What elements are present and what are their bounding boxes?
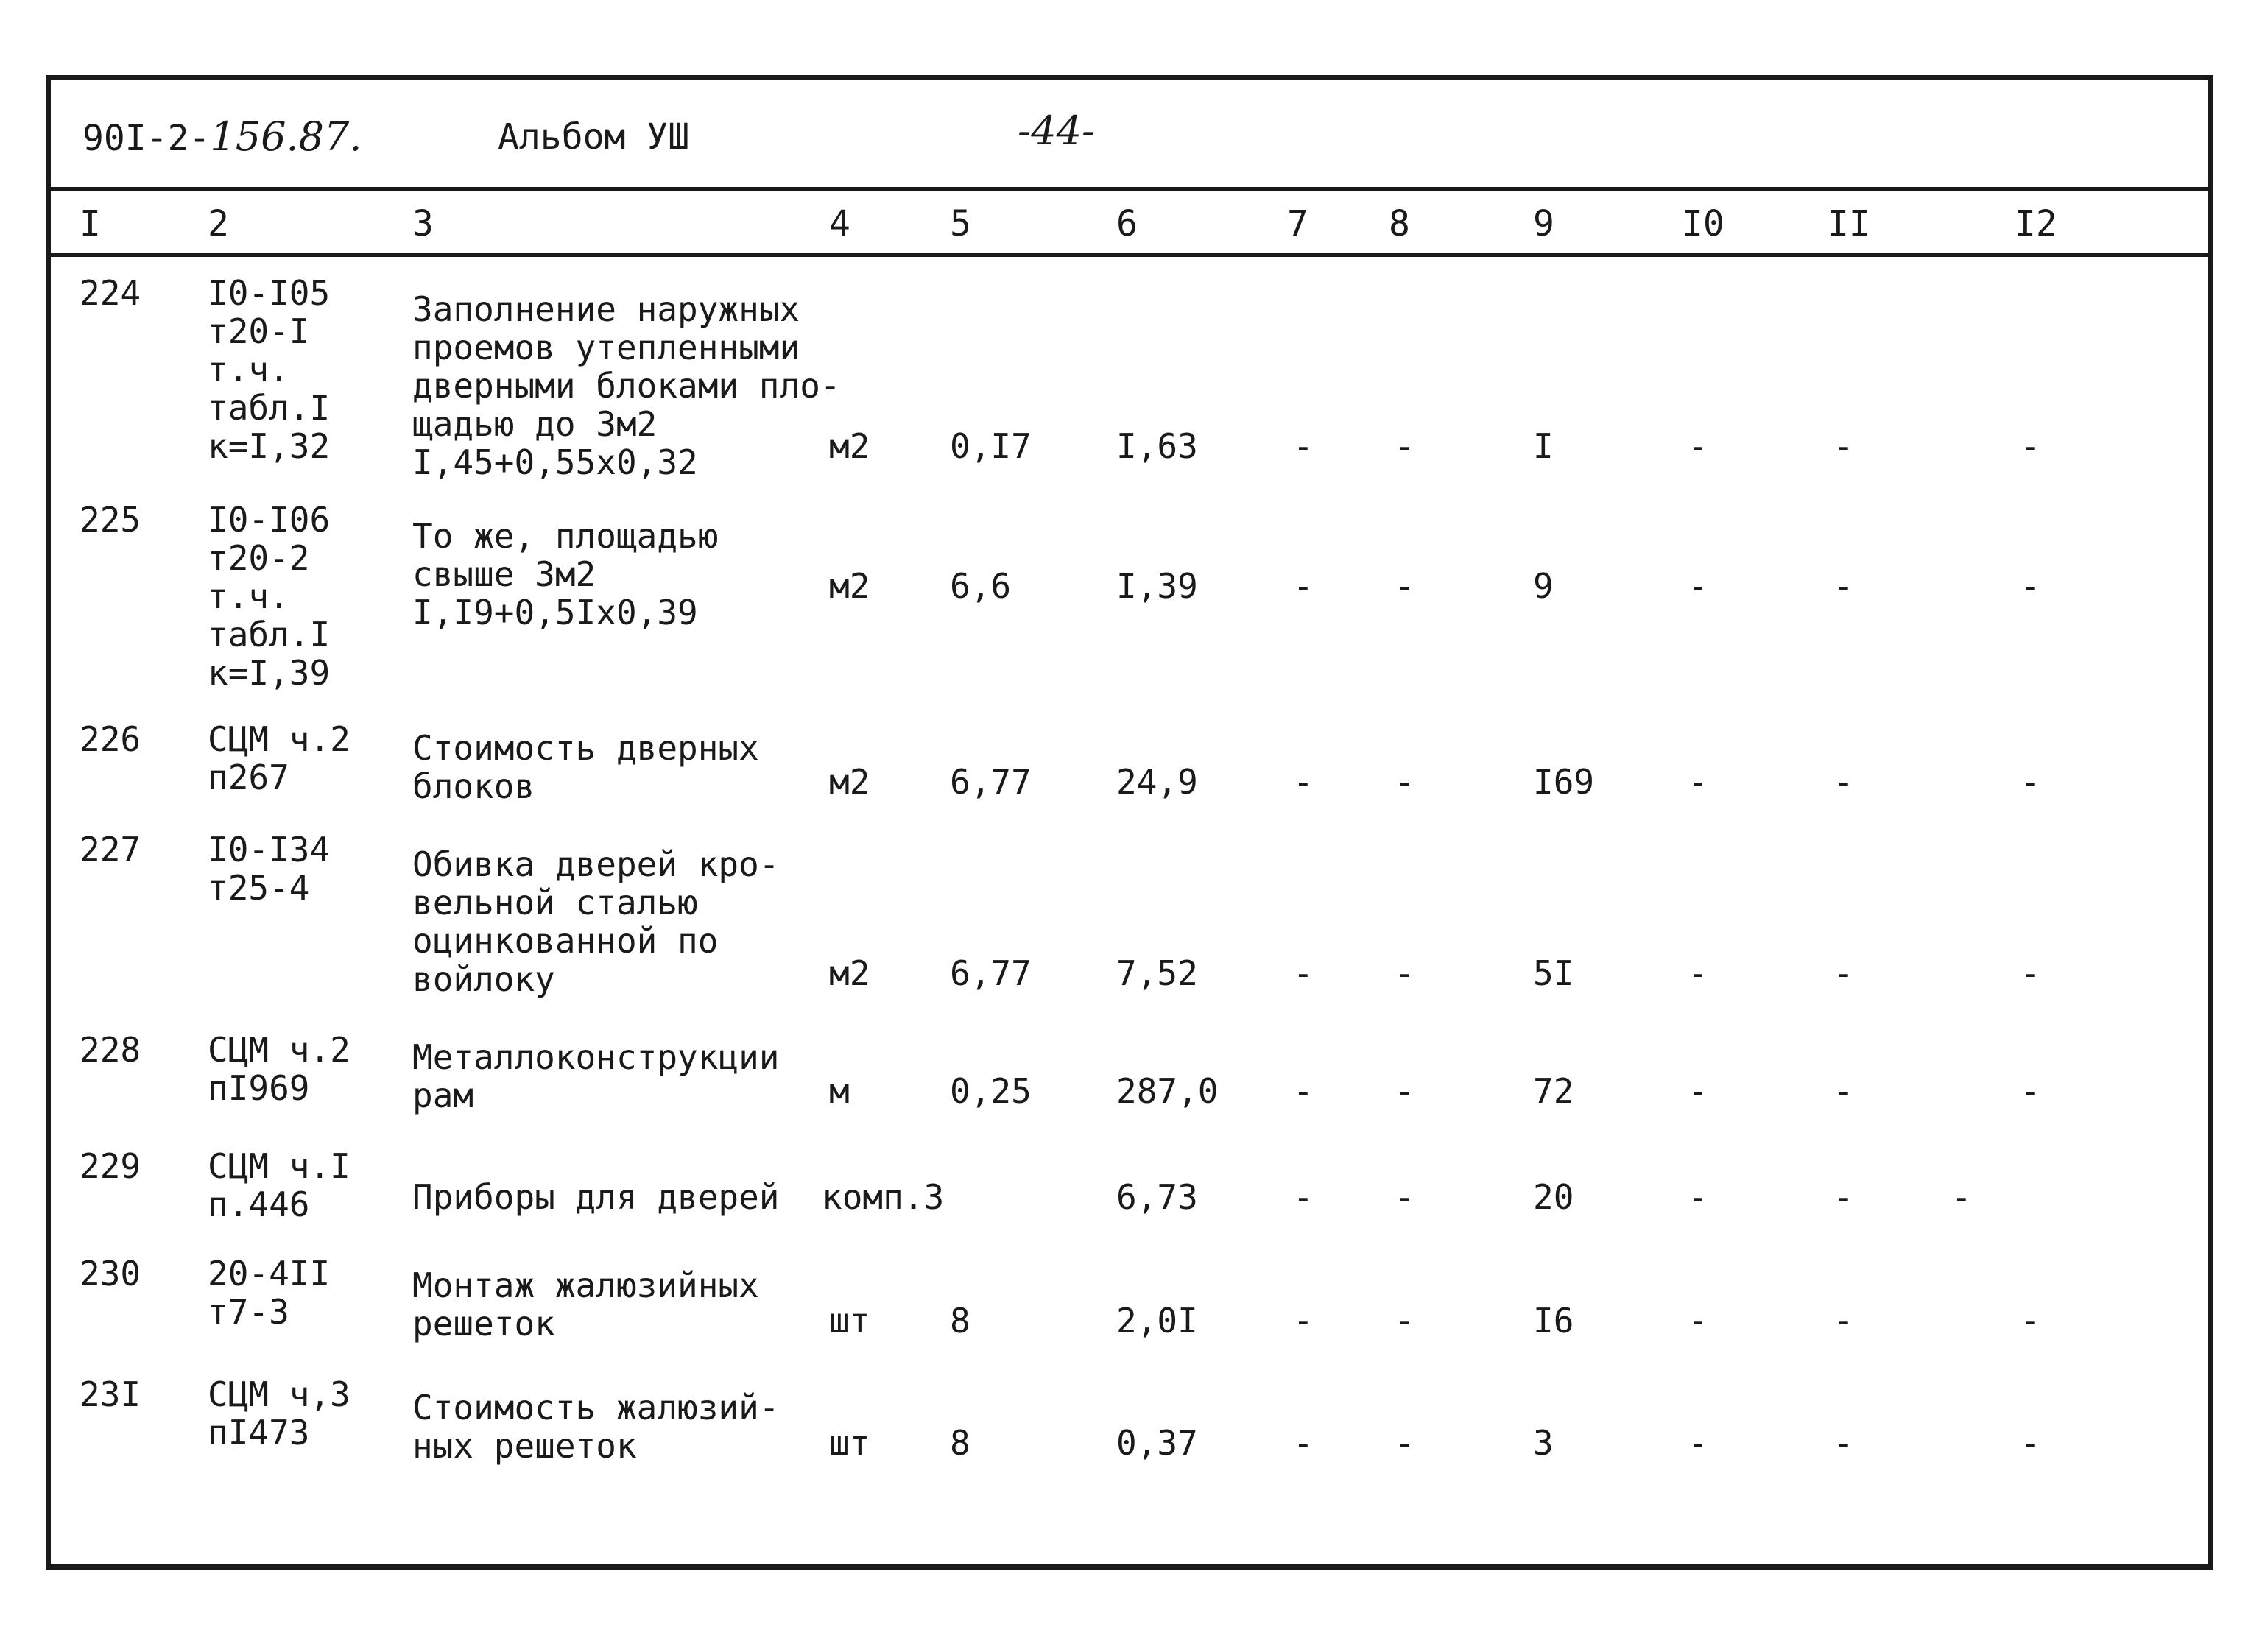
col-10: - [1688,566,1708,606]
unit-cost: 7,52 [1116,953,1198,993]
unit: м2 [829,566,870,606]
column-header-7: 7 [1287,203,1308,244]
quantity: 0,25 [950,1071,1032,1111]
total: 3 [1533,1423,1554,1463]
total: 72 [1533,1071,1574,1111]
work-description: Приборы для дверей [412,1177,780,1217]
total: 9 [1533,566,1554,606]
unit: м [829,1071,850,1111]
col-12: - [2020,1301,2041,1341]
col-7: - [1293,762,1314,802]
col-10: - [1688,426,1708,466]
norm-reference: I0-I05 т20-I т.ч. табл.I к=I,32 [208,273,331,466]
col-11: - [1833,566,1854,606]
quantity: 6,77 [950,953,1032,993]
work-description: Монтаж жалюзийных решеток [412,1266,759,1344]
col-7: - [1293,1071,1314,1111]
col-10: - [1688,1301,1708,1341]
header-divider [46,187,2213,191]
col-12: - [2020,1071,2041,1111]
col-12: - [1951,1177,1972,1217]
column-header-4: 4 [829,203,850,244]
quantity: 8 [950,1301,970,1341]
norm-reference: 20-4II т7-3 [208,1254,331,1332]
quantity: 8 [950,1423,970,1463]
col-7: - [1293,1423,1314,1463]
total: 20 [1533,1177,1574,1217]
unit-cost: 6,73 [1116,1177,1198,1217]
col-12: - [2020,762,2041,802]
norm-reference: I0-I06 т20-2 т.ч. табл.I к=I,39 [208,500,331,693]
norm-reference: СЦМ ч.2 п267 [208,719,350,797]
col-10: - [1688,1423,1708,1463]
row-number: 230 [80,1254,141,1293]
row-number: 23I [80,1374,141,1414]
column-header-1: I [80,203,101,244]
col-12: - [2020,566,2041,606]
col-10: - [1688,1071,1708,1111]
col-12: - [2020,953,2041,993]
unit-cost: 24,9 [1116,762,1198,802]
column-header-9: 9 [1533,203,1554,244]
col-8: - [1395,1177,1415,1217]
norm-reference: I0-I34 т25-4 [208,830,331,908]
col-8: - [1395,762,1415,802]
work-description: Металлоконструкции рам [412,1037,780,1115]
page-frame [46,75,2213,1570]
work-description: Заполнение наружных проемов утепленными дверными блоками пло- щадью до 3м2 I,45+0,55x0,32 [412,289,841,482]
col-11: - [1833,1177,1854,1217]
unit: м2 [829,762,870,802]
total: I6 [1533,1301,1574,1341]
document-code: 90I-2-156.87. [82,113,362,160]
unit-cost: I,63 [1116,426,1198,466]
col-7: - [1293,953,1314,993]
col-7: - [1293,1177,1314,1217]
col-10: - [1688,762,1708,802]
col-8: - [1395,1301,1415,1341]
quantity: 6,6 [950,566,1012,606]
unit: шт [829,1423,870,1463]
col-8: - [1395,426,1415,466]
work-description: То же, площадью свыше 3м2 I,I9+0,5Ix0,39 [412,516,719,632]
col-11: - [1833,426,1854,466]
column-header-12: I2 [2015,203,2057,244]
col-8: - [1395,1071,1415,1111]
col-8: - [1395,1423,1415,1463]
unit-cost: 0,37 [1116,1423,1198,1463]
col-10: - [1688,1177,1708,1217]
row-number: 229 [80,1146,141,1186]
quantity: 0,I7 [950,426,1032,466]
row-number: 225 [80,500,141,540]
col-12: - [2020,426,2041,466]
column-header-2: 2 [208,203,229,244]
col-7: - [1293,426,1314,466]
total: I [1533,426,1554,466]
col-11: - [1833,953,1854,993]
col-8: - [1395,566,1415,606]
unit-cost: 287,0 [1116,1071,1219,1111]
col-11: - [1833,762,1854,802]
unit-cost: I,39 [1116,566,1198,606]
total: 5I [1533,953,1574,993]
col-11: - [1833,1071,1854,1111]
work-description: Стоимость дверных блоков [412,728,759,806]
quantity: 6,77 [950,762,1032,802]
row-number: 227 [80,830,141,869]
col-8: - [1395,953,1415,993]
work-description: Обивка дверей кро- вельной сталью оцинкованной по войлоку [412,844,780,999]
col-11: - [1833,1301,1854,1341]
norm-reference: СЦМ ч,3 пI473 [208,1374,350,1452]
unit: шт [829,1301,870,1341]
unit-cost: 2,0I [1116,1301,1198,1341]
unit: м2 [829,426,870,466]
col-7: - [1293,1301,1314,1341]
row-number: 224 [80,273,141,313]
unit: комп.3 [822,1177,945,1217]
col-12: - [2020,1423,2041,1463]
column-header-11: II [1828,203,1870,244]
column-header-6: 6 [1116,203,1138,244]
col-11: - [1833,1423,1854,1463]
page-number: -44- [1018,107,1096,154]
norm-reference: СЦМ ч.I п.446 [208,1146,350,1224]
column-header-5: 5 [950,203,971,244]
norm-reference: СЦМ ч.2 пI969 [208,1030,350,1108]
row-number: 226 [80,719,141,759]
column-header-8: 8 [1389,203,1410,244]
work-description: Стоимость жалюзий- ных решеток [412,1388,780,1466]
col-7: - [1293,566,1314,606]
album-title: Альбом УШ [498,116,690,158]
column-header-divider [46,253,2213,257]
col-10: - [1688,953,1708,993]
column-header-10: I0 [1682,203,1724,244]
unit: м2 [829,953,870,993]
total: I69 [1533,762,1595,802]
column-header-3: 3 [412,203,434,244]
row-number: 228 [80,1030,141,1070]
